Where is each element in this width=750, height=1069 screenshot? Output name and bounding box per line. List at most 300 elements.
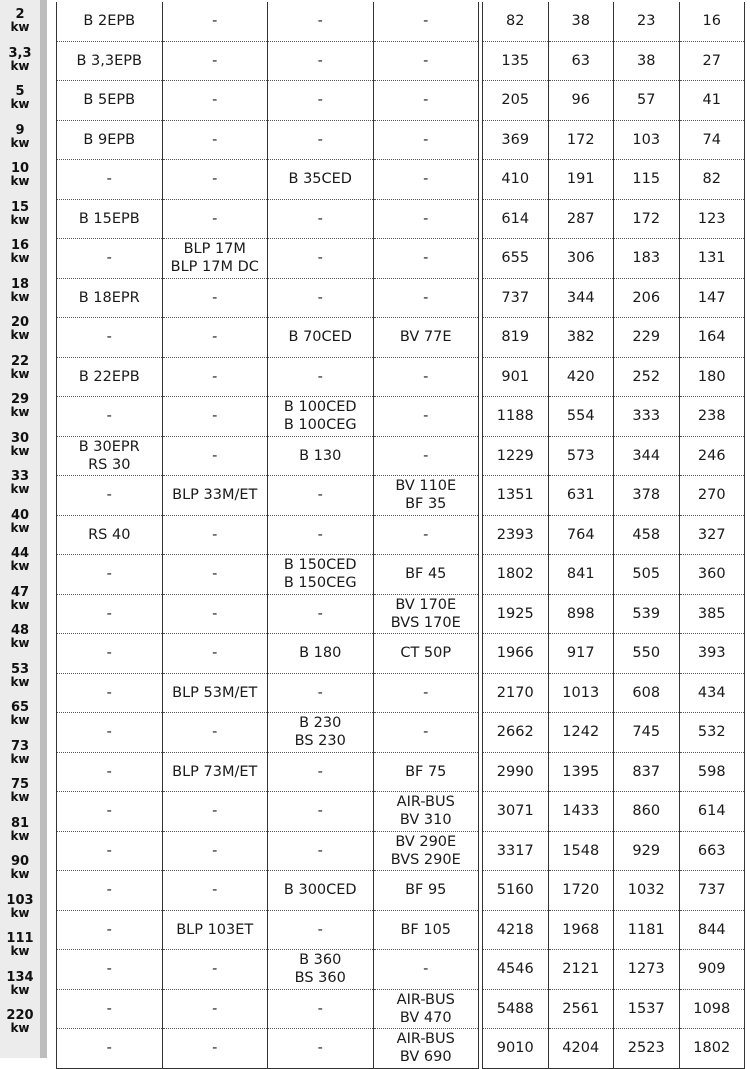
power-unit: kw <box>10 58 30 73</box>
model-name: B 15EPB <box>78 210 140 227</box>
model-cell-c4 <box>373 160 479 200</box>
model-cell-c4 <box>373 713 479 753</box>
model-name: - <box>106 724 112 741</box>
model-cell-c4 <box>373 476 479 516</box>
power-unit: kw <box>10 636 30 651</box>
model-name: - <box>317 684 323 701</box>
model-name: B 35CED <box>288 171 352 188</box>
table-row <box>57 318 479 358</box>
value-cell: 1968 <box>548 910 614 950</box>
model-cell-c3 <box>268 1029 374 1069</box>
model-cell-c3 <box>268 989 374 1029</box>
power-unit: kw <box>10 174 30 189</box>
model-name: - <box>423 13 429 30</box>
model-name: - <box>106 763 112 780</box>
model-name: B 150CEG <box>283 575 357 592</box>
model-name: - <box>106 961 112 978</box>
model-name: - <box>423 52 429 69</box>
value-cell: 147 <box>679 278 745 318</box>
table-row <box>57 989 479 1029</box>
power-value: 22 <box>10 353 30 369</box>
value-cell: 238 <box>679 397 745 437</box>
power-unit: kw <box>10 135 30 150</box>
value-cell: 4546 <box>483 950 549 990</box>
model-cell-c4 <box>373 397 479 437</box>
model-name: - <box>212 408 218 425</box>
power-unit: kw <box>10 982 30 997</box>
model-name: - <box>423 526 429 543</box>
model-cell-c1 <box>57 515 163 555</box>
model-name: - <box>423 250 429 267</box>
value-cell: 1548 <box>548 831 614 871</box>
model-name: - <box>212 724 218 741</box>
value-cell: 2561 <box>548 989 614 1029</box>
power-unit: kw <box>10 713 30 728</box>
table-row <box>57 120 479 160</box>
model-name: B 360 <box>299 952 342 969</box>
model-cell-c1 <box>57 634 163 674</box>
value-cell: 420 <box>548 357 614 397</box>
model-cell-c2 <box>162 792 268 832</box>
model-name: B 180 <box>299 645 342 662</box>
model-cell-c4 <box>373 515 479 555</box>
model-cell-c1 <box>57 278 163 318</box>
value-cell: 554 <box>548 397 614 437</box>
table-row <box>57 239 479 279</box>
table-row <box>483 910 745 950</box>
value-cell: 38 <box>614 41 680 81</box>
value-cell: 172 <box>548 120 614 160</box>
value-cell: 598 <box>679 752 745 792</box>
power-value: 2 <box>15 7 25 23</box>
value-cell: 1720 <box>548 871 614 911</box>
power-value: 103 <box>6 892 34 908</box>
model-cell-c1 <box>57 357 163 397</box>
model-name: B 30EPR <box>78 438 140 455</box>
table-row <box>57 2 479 41</box>
model-name: B 3,3EPB <box>76 52 142 69</box>
model-name: - <box>106 605 112 622</box>
table-row <box>483 278 745 318</box>
value-cell: 1351 <box>483 476 549 516</box>
power-unit: kw <box>10 482 30 497</box>
model-name: B 100CED <box>283 399 357 416</box>
value-cell: 1802 <box>679 1029 745 1069</box>
table-row <box>57 1029 479 1069</box>
model-cell-c4 <box>373 1029 479 1069</box>
model-cell-c4 <box>373 594 479 634</box>
model-name: - <box>106 566 112 583</box>
model-cell-c1 <box>57 673 163 713</box>
value-cell: 27 <box>679 41 745 81</box>
value-cell: 2393 <box>483 515 549 555</box>
power-rating <box>0 772 40 811</box>
model-cell-c4 <box>373 950 479 990</box>
table-row <box>57 199 479 239</box>
table-row <box>57 515 479 555</box>
value-cell: 550 <box>614 634 680 674</box>
table-row <box>483 357 745 397</box>
model-name: BF 45 <box>405 566 447 583</box>
model-cell-c3 <box>268 120 374 160</box>
value-cell: 252 <box>614 357 680 397</box>
model-cell-c1 <box>57 2 163 41</box>
power-unit: kw <box>10 828 30 843</box>
model-name: - <box>423 408 429 425</box>
table-row <box>483 41 745 81</box>
model-cell-c1 <box>57 81 163 121</box>
model-name: BF 35 <box>405 496 447 513</box>
model-cell-c2 <box>162 278 268 318</box>
value-cell: 393 <box>679 634 745 674</box>
power-unit: kw <box>10 867 30 882</box>
model-cell-c4 <box>373 673 479 713</box>
model-cell-c1 <box>57 871 163 911</box>
model-cell-c4 <box>373 318 479 358</box>
model-cell-c2 <box>162 81 268 121</box>
model-name: BLP 103ET <box>176 921 254 938</box>
model-name: - <box>423 289 429 306</box>
table-row <box>57 357 479 397</box>
model-name: BF 105 <box>400 921 452 938</box>
model-cell-c1 <box>57 910 163 950</box>
value-cell: 41 <box>679 81 745 121</box>
model-name: - <box>423 684 429 701</box>
model-cell-c3 <box>268 515 374 555</box>
model-cell-c1 <box>57 989 163 1029</box>
model-cell-c4 <box>373 120 479 160</box>
model-name: BV 170E <box>395 596 457 613</box>
model-cell-c2 <box>162 910 268 950</box>
model-name: B 230 <box>299 715 342 732</box>
model-cell-c4 <box>373 278 479 318</box>
power-unit: kw <box>10 212 30 227</box>
model-cell-c1 <box>57 555 163 595</box>
value-cell: 1537 <box>614 989 680 1029</box>
table-row <box>57 831 479 871</box>
model-cell-c1 <box>57 594 163 634</box>
power-value: 73 <box>10 738 30 754</box>
value-cell: 327 <box>679 515 745 555</box>
value-cell: 458 <box>614 515 680 555</box>
model-name: - <box>106 921 112 938</box>
model-cell-c2 <box>162 120 268 160</box>
power-column <box>0 0 47 1058</box>
power-rating <box>0 1003 40 1042</box>
model-cell-c2 <box>162 555 268 595</box>
table-row <box>57 950 479 990</box>
power-rating <box>0 118 40 157</box>
value-cell: 1098 <box>679 989 745 1029</box>
value-cell: 4204 <box>548 1029 614 1069</box>
model-cell-c4 <box>373 871 479 911</box>
model-name: BLP 73M/ET <box>172 763 258 780</box>
model-name: BLP 53M/ET <box>172 684 258 701</box>
value-cell: 5488 <box>483 989 549 1029</box>
value-cell: 2662 <box>483 713 549 753</box>
model-name: BV 310 <box>399 812 452 829</box>
model-cell-c2 <box>162 436 268 476</box>
value-cell: 1273 <box>614 950 680 990</box>
power-unit: kw <box>10 790 30 805</box>
model-name: BVS 290E <box>390 851 461 868</box>
model-name: - <box>212 526 218 543</box>
model-cell-c1 <box>57 950 163 990</box>
model-cell-c1 <box>57 41 163 81</box>
model-cell-c3 <box>268 41 374 81</box>
value-cell: 306 <box>548 239 614 279</box>
model-name: - <box>317 289 323 306</box>
model-cell-c1 <box>57 239 163 279</box>
model-name: - <box>317 210 323 227</box>
table-row <box>483 594 745 634</box>
model-name: BLP 17M DC <box>170 259 259 276</box>
table-row <box>483 318 745 358</box>
value-cell: 115 <box>614 160 680 200</box>
table-row <box>483 199 745 239</box>
model-name: - <box>423 171 429 188</box>
model-name: B 70CED <box>288 329 352 346</box>
model-name: - <box>317 92 323 109</box>
model-cell-c4 <box>373 199 479 239</box>
model-name: B 300CED <box>283 882 357 899</box>
value-cell: 898 <box>548 594 614 634</box>
model-cell-c2 <box>162 752 268 792</box>
table-row <box>483 160 745 200</box>
model-name: AIR-BUS <box>396 794 455 811</box>
model-cell-c1 <box>57 120 163 160</box>
value-cell: 344 <box>614 436 680 476</box>
power-unit: kw <box>10 905 30 920</box>
model-cell-c1 <box>57 436 163 476</box>
power-value: 20 <box>10 315 30 331</box>
value-cell: 573 <box>548 436 614 476</box>
power-rating <box>0 618 40 657</box>
value-cell: 38 <box>548 2 614 41</box>
table-row <box>483 950 745 990</box>
model-cell-c2 <box>162 515 268 555</box>
value-cell: 837 <box>614 752 680 792</box>
value-cell: 1229 <box>483 436 549 476</box>
model-cell-c2 <box>162 357 268 397</box>
model-name: - <box>106 1000 112 1017</box>
model-name: - <box>212 803 218 820</box>
model-name: BF 95 <box>405 882 447 899</box>
power-rating <box>0 310 40 349</box>
model-name: - <box>106 487 112 504</box>
table-row <box>483 673 745 713</box>
power-value: 90 <box>10 854 30 870</box>
table-row <box>57 476 479 516</box>
model-name: - <box>317 526 323 543</box>
model-cell-c4 <box>373 989 479 1029</box>
table-row <box>57 594 479 634</box>
power-rating <box>0 965 40 1004</box>
power-unit: kw <box>10 251 30 266</box>
power-unit: kw <box>10 366 30 381</box>
power-rating <box>0 926 40 965</box>
model-cell-c4 <box>373 831 479 871</box>
table-row <box>483 2 745 41</box>
model-cell-c3 <box>268 673 374 713</box>
model-cell-c3 <box>268 792 374 832</box>
value-cell: 385 <box>679 594 745 634</box>
value-cell: 737 <box>679 871 745 911</box>
model-cell-c3 <box>268 199 374 239</box>
power-value: 48 <box>10 623 30 639</box>
value-cell: 2121 <box>548 950 614 990</box>
model-cell-c3 <box>268 910 374 950</box>
model-name: B 5EPB <box>83 92 136 109</box>
power-rating <box>0 734 40 773</box>
value-cell: 2990 <box>483 752 549 792</box>
value-cell: 9010 <box>483 1029 549 1069</box>
value-cell: 191 <box>548 160 614 200</box>
value-cell: 655 <box>483 239 549 279</box>
value-cell: 180 <box>679 357 745 397</box>
model-name: B 18EPR <box>78 289 140 306</box>
power-value: 30 <box>10 430 30 446</box>
model-name: - <box>106 408 112 425</box>
table-row <box>57 278 479 318</box>
model-cell-c1 <box>57 397 163 437</box>
model-name: - <box>212 645 218 662</box>
value-cell: 1032 <box>614 871 680 911</box>
power-rating <box>0 695 40 734</box>
model-name: BV 77E <box>399 329 452 346</box>
value-cell: 103 <box>614 120 680 160</box>
model-cell-c2 <box>162 2 268 41</box>
model-cell-c2 <box>162 989 268 1029</box>
power-unit: kw <box>10 559 30 574</box>
power-rating <box>0 272 40 311</box>
value-cell: 737 <box>483 278 549 318</box>
model-cell-c3 <box>268 357 374 397</box>
value-cell: 5160 <box>483 871 549 911</box>
model-name: - <box>212 842 218 859</box>
model-name: - <box>212 329 218 346</box>
model-name: B 130 <box>299 447 342 464</box>
power-unit: kw <box>10 328 30 343</box>
model-cell-c3 <box>268 476 374 516</box>
table-row <box>483 1029 745 1069</box>
model-table <box>56 2 479 1069</box>
value-cell: 74 <box>679 120 745 160</box>
value-cell: 270 <box>679 476 745 516</box>
value-cell: 631 <box>548 476 614 516</box>
model-name: - <box>212 131 218 148</box>
value-cell: 929 <box>614 831 680 871</box>
power-rating <box>0 426 40 465</box>
table-row <box>57 910 479 950</box>
value-cell: 96 <box>548 81 614 121</box>
table-row <box>57 752 479 792</box>
model-cell-c4 <box>373 792 479 832</box>
power-rating <box>0 811 40 850</box>
model-name: - <box>212 289 218 306</box>
model-name: - <box>317 763 323 780</box>
power-value: 3,3 <box>8 45 32 61</box>
model-name: AIR-BUS <box>396 1031 455 1048</box>
value-cell: 532 <box>679 713 745 753</box>
table-row <box>483 634 745 674</box>
model-cell-c4 <box>373 81 479 121</box>
power-rating <box>0 156 40 195</box>
table-row <box>57 397 479 437</box>
model-cell-c2 <box>162 673 268 713</box>
table-row <box>483 871 745 911</box>
model-cell-c1 <box>57 831 163 871</box>
power-value: 29 <box>10 392 30 408</box>
value-cell: 82 <box>679 160 745 200</box>
table-row <box>57 673 479 713</box>
power-rating <box>0 2 40 41</box>
table-row <box>483 555 745 595</box>
value-cell: 172 <box>614 199 680 239</box>
value-cell: 382 <box>548 318 614 358</box>
power-value: 65 <box>10 700 30 716</box>
value-cell: 1395 <box>548 752 614 792</box>
power-rating <box>0 387 40 426</box>
power-rating <box>0 464 40 503</box>
model-cell-c1 <box>57 160 163 200</box>
model-cell-c3 <box>268 436 374 476</box>
value-cell: 1802 <box>483 555 549 595</box>
value-cell: 369 <box>483 120 549 160</box>
table-row <box>57 436 479 476</box>
model-name: B 22EPB <box>78 368 140 385</box>
model-name: B 9EPB <box>83 131 136 148</box>
model-cell-c3 <box>268 278 374 318</box>
value-cell: 505 <box>614 555 680 595</box>
value-cell: 131 <box>679 239 745 279</box>
table-row <box>483 120 745 160</box>
value-cell: 4218 <box>483 910 549 950</box>
table-row <box>57 792 479 832</box>
value-cell: 1433 <box>548 792 614 832</box>
value-cell: 82 <box>483 2 549 41</box>
power-rating <box>0 503 40 542</box>
table-row <box>483 989 745 1029</box>
model-name: - <box>317 842 323 859</box>
value-cell: 844 <box>679 910 745 950</box>
table-row <box>57 81 479 121</box>
model-name: - <box>212 13 218 30</box>
value-cell: 1013 <box>548 673 614 713</box>
model-cell-c2 <box>162 41 268 81</box>
model-cell-c4 <box>373 752 479 792</box>
value-cell: 246 <box>679 436 745 476</box>
model-cell-c4 <box>373 2 479 41</box>
value-cell: 764 <box>548 515 614 555</box>
model-cell-c4 <box>373 239 479 279</box>
table-row <box>483 713 745 753</box>
table-row <box>57 41 479 81</box>
model-cell-c2 <box>162 594 268 634</box>
model-cell-c2 <box>162 950 268 990</box>
value-cell: 608 <box>614 673 680 713</box>
model-name: - <box>106 171 112 188</box>
power-value: 111 <box>6 931 34 947</box>
model-name: BV 110E <box>395 478 457 495</box>
model-cell-c4 <box>373 910 479 950</box>
table-row <box>483 515 745 555</box>
power-unit: kw <box>10 443 30 458</box>
value-cell: 1242 <box>548 713 614 753</box>
power-value: 10 <box>10 161 30 177</box>
power-unit: kw <box>10 97 30 112</box>
model-name: B 2EPB <box>83 13 136 30</box>
